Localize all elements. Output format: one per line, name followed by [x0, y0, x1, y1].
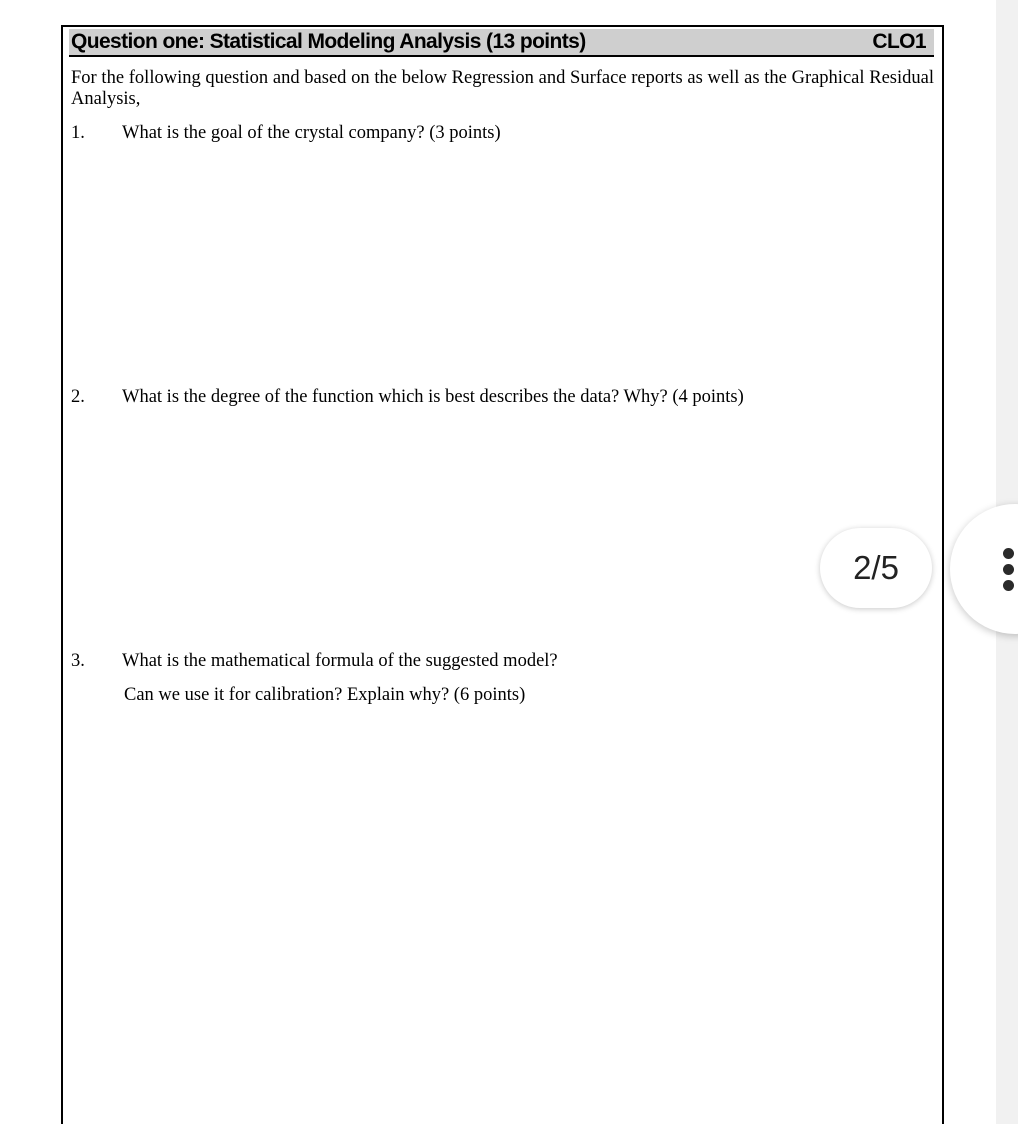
question-2-number: 2. — [71, 387, 85, 407]
menu-dot — [1003, 548, 1014, 559]
question-1-number: 1. — [71, 123, 85, 143]
question-2-text: What is the degree of the function which is best describes the data? Why? (4 points) — [122, 387, 744, 407]
document-page — [61, 25, 944, 1124]
question-1-text: What is the goal of the crystal company? (3 points) — [122, 123, 501, 143]
question-3-text: What is the mathematical formula of the suggested model? — [122, 651, 558, 671]
intro-paragraph: For the following question and based on the below Regression and Surface reports as well as the Graphical Residual Analysis, — [71, 68, 934, 109]
question-3-number: 3. — [71, 651, 85, 671]
menu-dot — [1003, 564, 1014, 575]
page-indicator: 2/5 — [820, 528, 932, 608]
question-3-subtext: Can we use it for calibration? Explain why? (6 points) — [124, 685, 526, 705]
menu-dot — [1003, 580, 1014, 591]
more-options-button[interactable] — [950, 504, 1018, 634]
question-title: Question one: Statistical Modeling Analysis (13 points) — [71, 30, 586, 53]
clo-label: CLO1 — [872, 30, 926, 53]
question-header — [69, 29, 934, 57]
